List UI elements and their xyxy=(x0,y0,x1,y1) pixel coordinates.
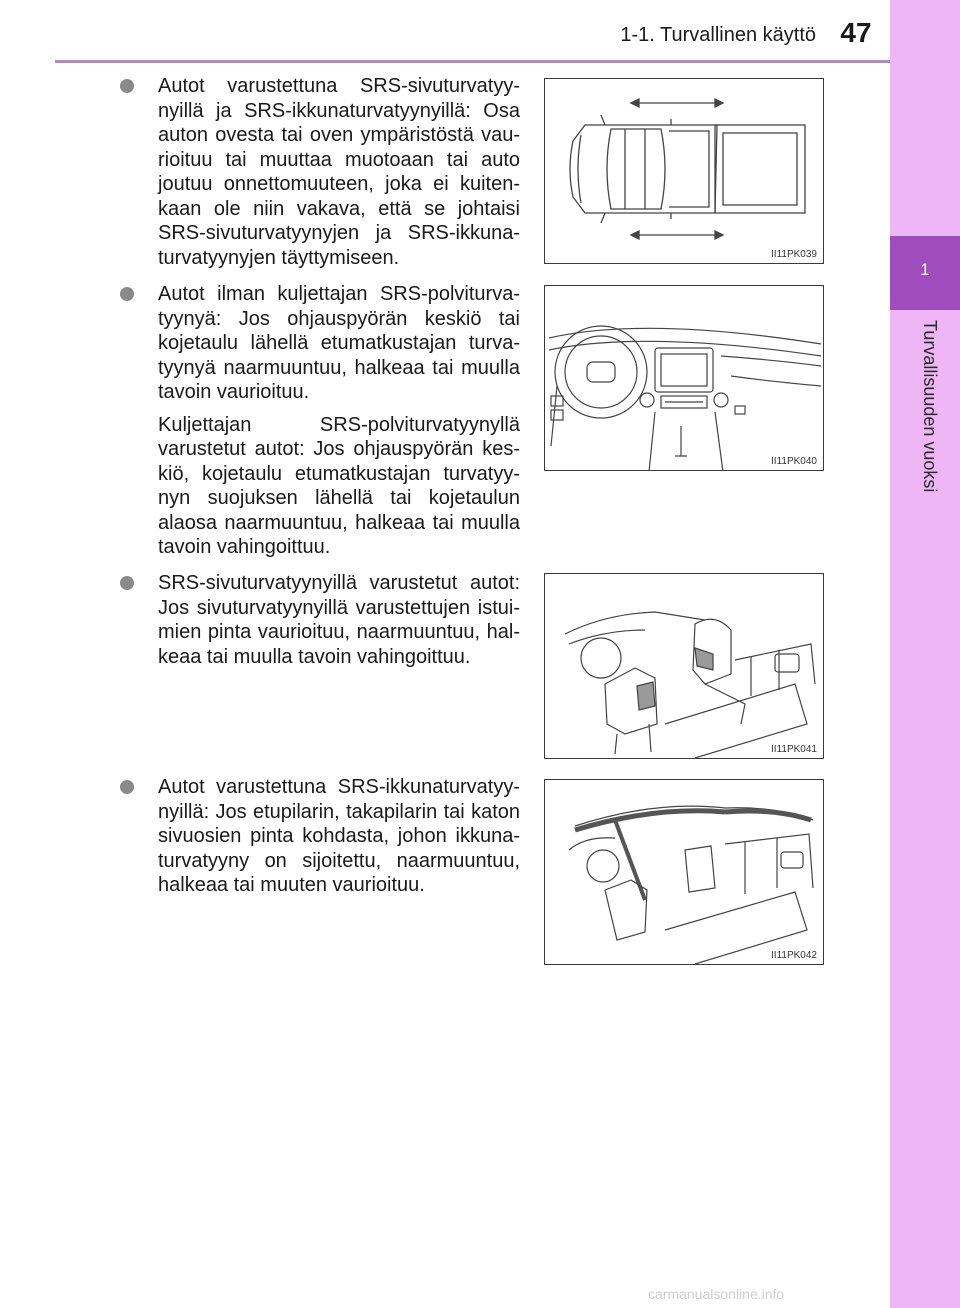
curtain-airbag-icon xyxy=(545,780,824,965)
bullet-text: Autot varustettuna SRS-ikkunaturvatyy-nyillä: Jos etupilarin, takapilarin tai katon sivuosien pinta kohdasta, johon ikkuna-turvatyyny on sijoitettu, naarmuuntuu, halkeaa tai muuten vaurioituu. xyxy=(158,776,520,896)
bullet-subtext: Kuljettajan SRS-polviturvatyynyllä varustetut autot: Jos ohjauspyörän kes-kiö, kojetaulu etumatkustajan turvatyy-nyn suojuksen lähellä tai kojetaulun alaosa naarmuuntuu, halkeaa tai muulla tavoin vahingoittuu. xyxy=(158,413,520,558)
bullet-item xyxy=(136,74,520,270)
seats-side-airbag-icon xyxy=(545,574,824,759)
section-title: 1-1. Turvallinen käyttö xyxy=(620,24,816,46)
figure-side-airbag-seats xyxy=(544,573,824,759)
watermark: carmanualsonline.info xyxy=(648,1286,785,1302)
chapter-title: Turvallisuuden vuoksi xyxy=(920,320,940,493)
bullet-text: SRS-sivuturvatyynyillä varustetut autot: Jos sivuturvatyynyillä varustettujen istui-mien pinta vaurioituu, naarmuuntuu, hal-keaa tai muulla tavoin vahingoittuu. xyxy=(158,572,520,668)
bullet-text: Autot varustettuna SRS-sivuturvatyy-nyillä ja SRS-ikkunaturvatyynyillä: Osa auton ovesta tai oven ympäristöstä vau-rioituu tai muuttaa muotoaan tai auto joutuu onnettomuuteen, joka ei kuiten-kaan ole niin vakava, että se johtaisi SRS-sivuturvatyynyjen ja SRS-ikkuna-turvatyynyjen täyttymiseen. xyxy=(158,75,520,269)
figure-truck-top-view xyxy=(544,78,824,264)
bullet-dot-icon xyxy=(120,576,134,590)
dashboard-icon xyxy=(545,286,824,471)
figure-curtain-airbag xyxy=(544,779,824,965)
truck-top-view-icon xyxy=(545,79,824,264)
bullet-dot-icon xyxy=(120,287,134,301)
chapter-side-tab xyxy=(890,0,960,1308)
page-number: 47 xyxy=(840,17,872,48)
chapter-number: 1 xyxy=(920,260,930,279)
figure-dashboard xyxy=(544,285,824,471)
bullet-item xyxy=(136,775,520,898)
figure-code: II11PK042 xyxy=(771,950,817,961)
bullet-item xyxy=(136,571,520,669)
bullet-item xyxy=(136,282,520,560)
figure-code: II11PK039 xyxy=(771,249,817,260)
bullet-dot-icon xyxy=(120,780,134,794)
header-rule xyxy=(55,60,890,63)
bullet-dot-icon xyxy=(120,79,134,93)
figure-code: II11PK040 xyxy=(771,456,817,467)
figure-code: II11PK041 xyxy=(771,744,817,755)
bullet-text: Autot ilman kuljettajan SRS-polviturva-tyynyä: Jos ohjauspyörän keskiö tai kojetaulu lähellä etumatkustajan turva-tyynyä naarmuuntuu, halkeaa tai muulla tavoin vaurioituu. xyxy=(158,283,520,403)
chapter-number-box xyxy=(890,236,960,310)
